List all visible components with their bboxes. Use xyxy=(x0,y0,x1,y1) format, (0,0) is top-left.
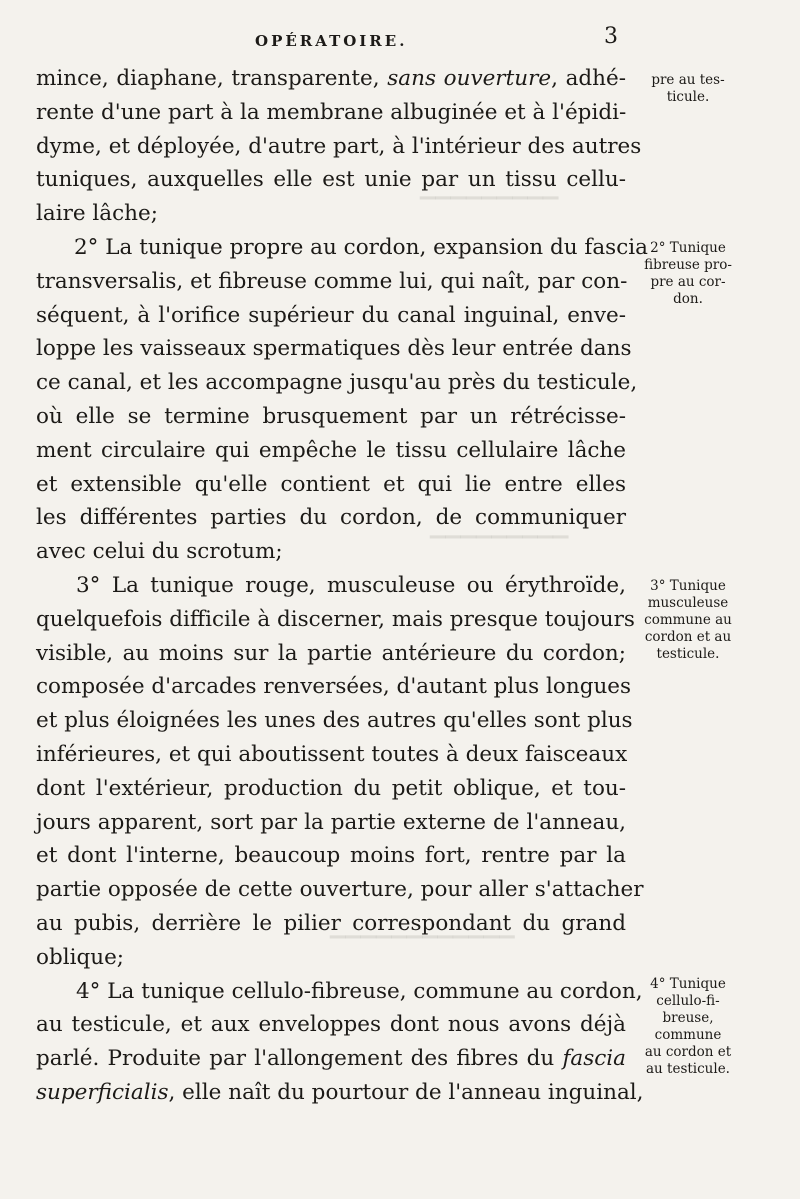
text-line: séquent, à l'orifice supérieur du canal inguinal, enve- xyxy=(36,302,626,328)
italic-term: fascia xyxy=(562,1046,626,1072)
margin-note-text: 3° Tunique musculeuse commune au cordon et au testicule. xyxy=(644,578,732,662)
text-line: visible, au moins sur la partie antérieure du cordon; xyxy=(36,640,626,666)
text-line: ment circulaire qui empêche le tissu cellulaire lâche xyxy=(36,437,626,463)
text-line: oblique; xyxy=(36,944,125,970)
text-line: au testicule, et aux enveloppes dont nous avons déjà xyxy=(36,1012,626,1038)
text-line: inférieures, et qui aboutissent toutes à deux faisceaux xyxy=(36,741,628,767)
text-line: 2° La tunique propre au cordon, expansion du fascia xyxy=(74,234,648,260)
margin-note xyxy=(632,976,744,1078)
margin-note xyxy=(632,240,744,308)
bleed-through-1: ▔▔▔▔▔▔▔▔▔ xyxy=(420,196,559,220)
text-line: composée d'arcades renversées, d'autant plus longues xyxy=(36,674,632,700)
text-line: avec celui du scrotum; xyxy=(36,539,283,565)
text-line: rente d'une part à la membrane albuginée et à l'épidi- xyxy=(36,99,627,125)
text-line: dont l'extérieur, production du petit oblique, et tou- xyxy=(36,775,626,801)
text-line: et plus éloignées les unes des autres qu'elles sont plus xyxy=(36,708,633,734)
margin-note xyxy=(632,578,744,663)
bleed-through-2: ▔▔▔▔▔▔▔▔▔ xyxy=(430,535,569,559)
running-title: OPÉRATOIRE. xyxy=(255,32,408,50)
text-line: jours apparent, sort par la partie externe de l'anneau, xyxy=(36,809,626,835)
text-line: ce canal, et les accompagne jusqu'au près du testicule, xyxy=(36,370,638,396)
text-line: partie opposée de cette ouverture, pour aller s'attacher xyxy=(36,877,644,903)
text-line: au pubis, derrière le pilier correspondant du grand xyxy=(36,910,626,936)
text-line: laire lâche; xyxy=(36,201,158,227)
margin-note xyxy=(632,72,744,106)
text-line: dyme, et déployée, d'autre part, à l'intérieur des autres xyxy=(36,133,642,159)
page-number: 3 xyxy=(604,24,618,49)
text-line: où elle se termine brusquement par un rétrécisse- xyxy=(36,403,626,429)
text-line: 4° La tunique cellulo-fibreuse, commune au cordon, xyxy=(76,978,643,1004)
main-text xyxy=(36,62,648,1110)
margin-note-text: 4° Tunique cellulo-fi- breuse, commune au cordon et au testicule. xyxy=(644,976,732,1077)
margin-note-text: 2° Tunique fibreuse pro- pre au cor- don. xyxy=(644,240,732,307)
text-line: et dont l'interne, beaucoup moins fort, rentre par la xyxy=(36,843,626,869)
bleed-through-3: ▔▔▔▔▔▔▔▔▔▔▔▔ xyxy=(330,935,515,959)
text-line: les différentes parties du cordon, de communiquer xyxy=(36,505,626,531)
text-line: transversalis, et fibreuse comme lui, qui naît, par con- xyxy=(36,268,628,294)
text-line: et extensible qu'elle contient et qui lie entre elles xyxy=(36,471,626,497)
text-line: quelquefois difficile à discerner, mais presque toujours xyxy=(36,606,635,632)
margin-note-text: pre au tes- ticule. xyxy=(651,72,725,105)
italic-term: sans ouverture xyxy=(387,66,552,91)
text-line: superficialis, elle naît du pourtour de l'anneau inguinal, xyxy=(36,1079,644,1105)
text-line: mince, diaphane, transparente, sans ouverture, adhé- xyxy=(36,66,626,91)
text-line: tuniques, auxquelles elle est unie par un tissu cellu- xyxy=(36,167,626,193)
text-line: loppe les vaisseaux spermatiques dès leur entrée dans xyxy=(36,336,632,362)
text-line: 3° La tunique rouge, musculeuse ou érythroïde, xyxy=(76,572,626,598)
text-line: parlé. Produite par l'allongement des fibres du fascia xyxy=(36,1046,626,1072)
italic-term: superficialis xyxy=(36,1079,169,1105)
